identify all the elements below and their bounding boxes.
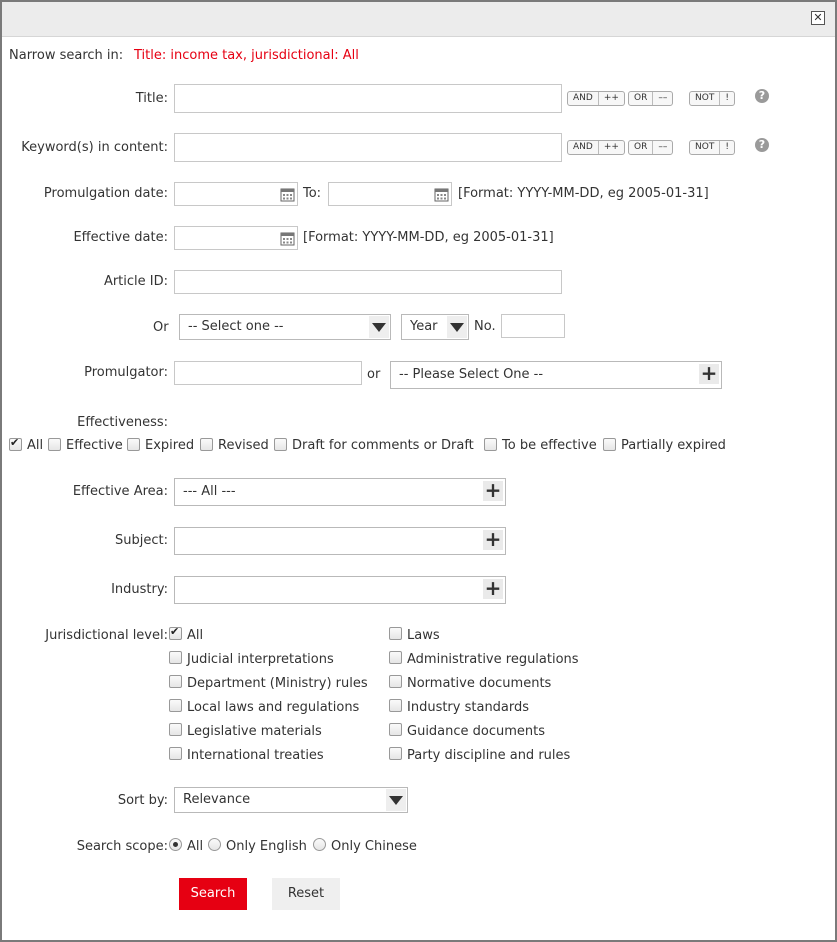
promulgator-input[interactable] bbox=[174, 361, 362, 385]
number-label: No. bbox=[474, 319, 496, 334]
calendar-icon[interactable] bbox=[280, 187, 295, 202]
reset-button[interactable]: Reset bbox=[272, 878, 340, 910]
effectiveness-checkbox-to-be-effective[interactable] bbox=[484, 438, 497, 451]
help-icon[interactable]: ? bbox=[755, 138, 769, 152]
search-scope-option-label[interactable]: Only English bbox=[226, 839, 307, 854]
plus-icon[interactable]: + bbox=[700, 361, 718, 385]
search-scope-radio-only-chinese[interactable] bbox=[313, 838, 326, 851]
or-operator-button[interactable]: OR –– bbox=[628, 140, 673, 155]
search-button[interactable]: Search bbox=[179, 878, 247, 910]
jurisdiction-checkbox-industry-standards[interactable] bbox=[389, 699, 402, 712]
narrow-search-value: Title: income tax, jurisdictional: All bbox=[134, 48, 359, 63]
dialog-titlebar bbox=[2, 2, 835, 37]
not-operator-button[interactable]: NOT ! bbox=[689, 91, 735, 106]
plus-icon[interactable]: + bbox=[484, 576, 502, 600]
calendar-icon[interactable] bbox=[434, 187, 449, 202]
date-format-hint: [Format: YYYY-MM-DD, eg 2005-01-31] bbox=[303, 230, 554, 245]
effective-date-input[interactable] bbox=[174, 226, 298, 250]
effectiveness-checkbox-revised[interactable] bbox=[200, 438, 213, 451]
title-label: Title: bbox=[135, 91, 168, 106]
sort-by-select[interactable]: Relevance bbox=[174, 787, 408, 813]
jurisdiction-checkbox-laws[interactable] bbox=[389, 627, 402, 640]
chevron-down-icon bbox=[369, 316, 389, 338]
effective-area-select[interactable]: --- All --- + bbox=[174, 478, 506, 506]
to-label: To: bbox=[303, 186, 322, 201]
effectiveness-option-label[interactable]: All bbox=[27, 438, 44, 453]
jurisdiction-option-label[interactable]: Normative documents bbox=[407, 676, 552, 691]
jurisdiction-checkbox-local-laws-and-regulations[interactable] bbox=[169, 699, 182, 712]
date-format-hint: [Format: YYYY-MM-DD, eg 2005-01-31] bbox=[458, 186, 709, 201]
narrow-search-prefix: Narrow search in: bbox=[9, 48, 124, 63]
jurisdiction-option-label[interactable]: Department (Ministry) rules bbox=[187, 676, 368, 691]
jurisdiction-checkbox-administrative-regulations[interactable] bbox=[389, 651, 402, 664]
document-type-select[interactable]: -- Select one -- bbox=[179, 314, 391, 340]
jurisdiction-option-label[interactable]: Laws bbox=[407, 628, 440, 643]
search-scope-radio-only-english[interactable] bbox=[208, 838, 221, 851]
search-scope-option-label[interactable]: Only Chinese bbox=[331, 839, 417, 854]
keywords-label: Keyword(s) in content: bbox=[21, 140, 168, 155]
or-operator-button[interactable]: OR –– bbox=[628, 91, 673, 106]
plus-icon[interactable]: + bbox=[484, 527, 502, 551]
sort-by-label: Sort by: bbox=[117, 793, 168, 808]
jurisdiction-option-label[interactable]: Industry standards bbox=[407, 700, 530, 715]
jurisdiction-option-label[interactable]: Local laws and regulations bbox=[187, 700, 360, 715]
promulgation-date-label: Promulgation date: bbox=[43, 186, 168, 201]
jurisdiction-checkbox-normative-documents[interactable] bbox=[389, 675, 402, 688]
effective-date-label: Effective date: bbox=[73, 230, 168, 245]
close-icon[interactable]: ✕ bbox=[811, 11, 825, 25]
promulgator-select[interactable]: -- Please Select One -- + bbox=[390, 361, 722, 389]
chevron-down-icon bbox=[447, 316, 467, 338]
effectiveness-option-label[interactable]: Effective bbox=[66, 438, 123, 453]
and-operator-button[interactable]: AND ++ bbox=[567, 91, 625, 106]
jurisdiction-checkbox-judicial-interpretations[interactable] bbox=[169, 651, 182, 664]
jurisdiction-option-label[interactable]: Party discipline and rules bbox=[407, 748, 571, 763]
title-input[interactable] bbox=[174, 84, 562, 113]
promulgation-date-to-input[interactable] bbox=[328, 182, 452, 206]
jurisdiction-option-label[interactable]: Legislative materials bbox=[187, 724, 322, 739]
jurisdictional-level-label: Jurisdictional level: bbox=[45, 628, 168, 643]
effective-area-label: Effective Area: bbox=[72, 484, 168, 499]
promulgation-date-from-input[interactable] bbox=[174, 182, 298, 206]
article-id-input[interactable] bbox=[174, 270, 562, 294]
help-icon[interactable]: ? bbox=[755, 89, 769, 103]
effectiveness-checkbox-draft-for-comments-or-draft[interactable] bbox=[274, 438, 287, 451]
jurisdiction-checkbox-international-treaties[interactable] bbox=[169, 747, 182, 760]
industry-label: Industry: bbox=[111, 582, 168, 597]
jurisdiction-option-label[interactable]: Guidance documents bbox=[407, 724, 546, 739]
effectiveness-option-label[interactable]: Revised bbox=[218, 438, 269, 453]
effectiveness-checkbox-effective[interactable] bbox=[48, 438, 61, 451]
effectiveness-option-label[interactable]: Partially expired bbox=[621, 438, 726, 453]
jurisdiction-checkbox-department-ministry-rules[interactable] bbox=[169, 675, 182, 688]
search-scope-label: Search scope: bbox=[76, 839, 168, 854]
jurisdiction-checkbox-legislative-materials[interactable] bbox=[169, 723, 182, 736]
industry-select[interactable] bbox=[174, 576, 506, 604]
jurisdiction-checkbox-guidance-documents[interactable] bbox=[389, 723, 402, 736]
jurisdiction-checkbox-party-discipline-and-rules[interactable] bbox=[389, 747, 402, 760]
keywords-input[interactable] bbox=[174, 133, 562, 162]
plus-icon[interactable]: + bbox=[484, 478, 502, 502]
effectiveness-label: Effectiveness: bbox=[77, 415, 168, 430]
effectiveness-checkbox-all[interactable] bbox=[9, 438, 22, 451]
article-id-label: Article ID: bbox=[103, 274, 168, 289]
number-input[interactable] bbox=[501, 314, 565, 338]
not-operator-button[interactable]: NOT ! bbox=[689, 140, 735, 155]
effectiveness-option-label[interactable]: To be effective bbox=[502, 438, 597, 453]
subject-select[interactable] bbox=[174, 527, 506, 555]
chevron-down-icon bbox=[386, 789, 406, 811]
effectiveness-option-label[interactable]: Draft for comments or Draft bbox=[292, 438, 474, 453]
and-operator-button[interactable]: AND ++ bbox=[567, 140, 625, 155]
jurisdiction-option-label[interactable]: Judicial interpretations bbox=[187, 652, 334, 667]
effectiveness-checkbox-expired[interactable] bbox=[127, 438, 140, 451]
or-label: Or bbox=[153, 320, 169, 335]
effectiveness-option-label[interactable]: Expired bbox=[145, 438, 195, 453]
promulgator-label: Promulgator: bbox=[84, 365, 168, 380]
or-lower-label: or bbox=[367, 367, 381, 382]
jurisdiction-option-label[interactable]: International treaties bbox=[187, 748, 324, 763]
year-select[interactable]: Year bbox=[401, 314, 469, 340]
jurisdiction-checkbox-all[interactable] bbox=[169, 627, 182, 640]
effectiveness-checkbox-partially-expired[interactable] bbox=[603, 438, 616, 451]
jurisdiction-option-label[interactable]: All bbox=[187, 628, 204, 643]
calendar-icon[interactable] bbox=[280, 231, 295, 246]
jurisdiction-option-label[interactable]: Administrative regulations bbox=[407, 652, 579, 667]
search-scope-option-label[interactable]: All bbox=[187, 839, 204, 854]
search-scope-radio-all[interactable] bbox=[169, 838, 182, 851]
subject-label: Subject: bbox=[115, 533, 168, 548]
